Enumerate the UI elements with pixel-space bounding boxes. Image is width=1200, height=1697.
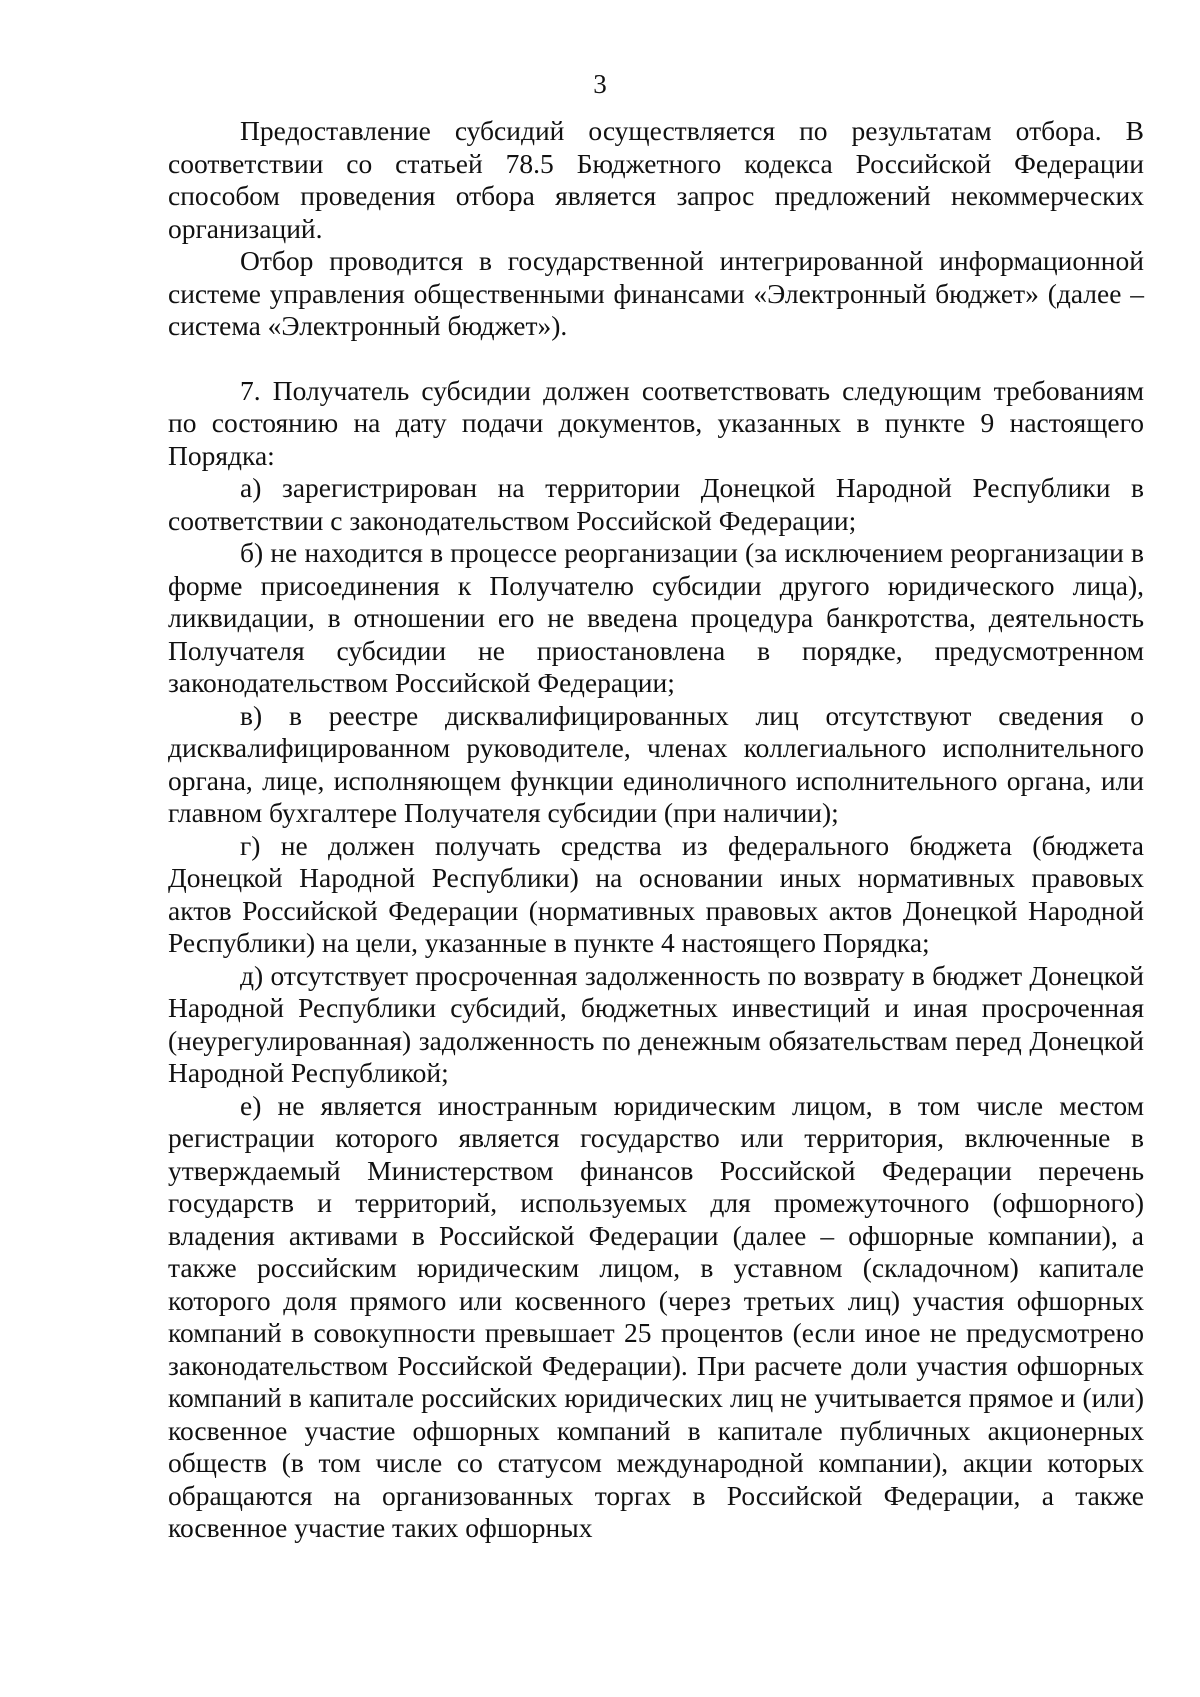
- paragraph-electronic-budget: Отбор проводится в государственной интегрированной информационной системе управления общественными финансами «Электронный бюджет» (далее – система «Электронный бюджет»).: [168, 245, 1144, 341]
- paragraph-item-d: д) отсутствует просроченная задолженность по возврату в бюджет Донецкой Народной Республики субсидий, бюджетных инвестиций и иная просроченная (неурегулированная) задолженность по денежным обязательствам перед Донецкой Народной Республикой;: [168, 959, 1144, 1088]
- paragraph-item-g: г) не должен получать средства из федерального бюджета (бюджета Донецкой Народной Республики) на основании иных нормативных правовых актов Российской Федерации (нормативных правовых актов Донецкой Народной Республики) на цели, указанные в пункте 4 настоящего Порядка;: [168, 829, 1144, 958]
- paragraph-item-v: в) в реестре дисквалифицированных лиц отсутствуют сведения о дисквалифицированном руководителе, членах коллегиального исполнительного органа, лице, исполняющем функции единоличного исполнительного органа, или главном бухгалтере Получателя субсидии (при наличии);: [168, 699, 1144, 828]
- page-number: 3: [593, 69, 607, 99]
- paragraph-item-e: е) не является иностранным юридическим лицом, в том числе местом регистрации которого является государство или территория, включенные в утверждаемый Министерством финансов Российской Федерации перечень государств и территорий, используемых для промежуточного (офшорного) владения активами в Российской Федерации (далее – офшорные компании), а также российским юридическим лицом, в уставном (складочном) капитале которого доля прямого или косвенного (через третьих лиц) участия офшорных компаний в совокупности превышает 25 процентов (если иное не предусмотрено законодательством Российской Федерации). При расчете доли участия офшорных компаний в капитале российских юридических лиц не учитывается прямое и (или) косвенное участие офшорных компаний в капитале публичных акционерных обществ (в том числе со статусом международной компании), акции которых обращаются на организованных торгах в Российской Федерации, а также косвенное участие таких офшорных: [168, 1089, 1144, 1543]
- paragraph-item-7: 7. Получатель субсидии должен соответствовать следующим требованиям по состоянию на дату подачи документов, указанных в пункте 9 настоящего Порядка:: [168, 374, 1144, 471]
- paragraph-item-a: а) зарегистрирован на территории Донецкой Народной Республики в соответствии с законодательством Российской Федерации;: [168, 472, 1144, 536]
- document-body: [168, 115, 1144, 1545]
- paragraph-item-b: б) не находится в процессе реорганизации (за исключением реорганизации в форме присоединения к Получателю субсидии другого юридического лица), ликвидации, в отношении его не введена процедура банкротства, деятельность Получателя субсидии не приостановлена в порядке, предусмотренном законодательством Российской Федерации;: [168, 537, 1144, 698]
- paragraph-subsidy-selection: Предоставление субсидий осуществляется по результатам отбора. В соответствии со статьей 78.5 Бюджетного кодекса Российской Федерации способом проведения отбора является запрос предложений некоммерческих организаций.: [168, 115, 1144, 244]
